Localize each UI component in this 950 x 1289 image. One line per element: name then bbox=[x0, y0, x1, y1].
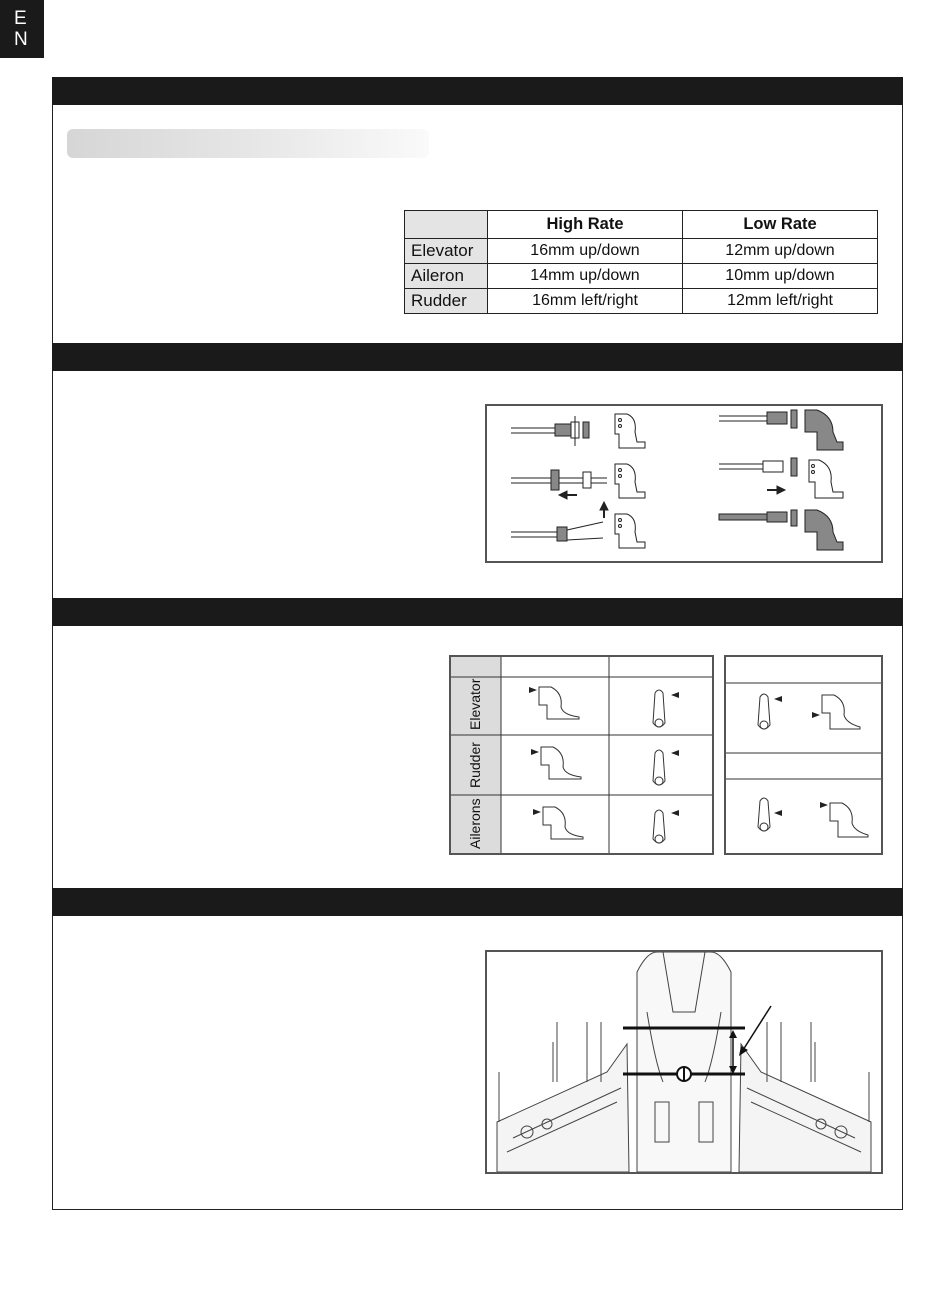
language-tab bbox=[0, 0, 44, 58]
horn-effect-grid bbox=[726, 657, 881, 853]
cell-low bbox=[683, 264, 878, 289]
cell-value: 12 bbox=[727, 292, 745, 309]
cell-value: 10 bbox=[725, 267, 744, 284]
horn-setting-effect-chart bbox=[724, 655, 883, 855]
cell-high bbox=[488, 289, 683, 314]
cell-low bbox=[683, 239, 878, 264]
cell-unit: mm up/down bbox=[548, 267, 640, 284]
cell-value: 12 bbox=[725, 242, 744, 259]
clevis-step-1 bbox=[511, 414, 645, 448]
section-bar-clevis bbox=[52, 343, 903, 371]
center-of-gravity-illustration bbox=[485, 950, 883, 1174]
row-label-rudder: Rudder bbox=[405, 289, 488, 314]
table-row bbox=[405, 264, 878, 289]
table-row bbox=[405, 239, 878, 264]
header-low-rate: Low Rate bbox=[683, 211, 878, 239]
cell-high bbox=[488, 264, 683, 289]
clevis-step-4 bbox=[719, 410, 843, 450]
clevis-step-6 bbox=[719, 510, 843, 550]
control-throw-table bbox=[404, 210, 878, 314]
clevis-step-2 bbox=[511, 464, 645, 499]
cell-value: 14 bbox=[530, 267, 549, 284]
row-label-ailerons: Ailerons bbox=[467, 798, 483, 849]
row-label-aileron: Aileron bbox=[405, 264, 488, 289]
clevis-drawing bbox=[487, 406, 881, 561]
cell-value: 16 bbox=[532, 292, 550, 309]
clevis-step-5 bbox=[719, 458, 843, 498]
row-label-elevator: Elevator bbox=[467, 678, 483, 730]
row-label-rudder: Rudder bbox=[467, 742, 483, 788]
header-high-rate: High Rate bbox=[488, 211, 683, 239]
table-corner-cell bbox=[405, 211, 488, 239]
section-bar-control-throws bbox=[52, 77, 903, 105]
cell-unit: mm up/down bbox=[743, 242, 835, 259]
horn-setting-grid bbox=[451, 657, 712, 853]
cell-unit: mm up/down bbox=[548, 242, 640, 259]
row-label-elevator: Elevator bbox=[405, 239, 488, 264]
section-bar-center-of-gravity bbox=[52, 888, 903, 916]
language-tab-letter-1: E bbox=[14, 8, 27, 29]
subheading-pill bbox=[67, 129, 429, 158]
section-bar-horn-settings bbox=[52, 598, 903, 626]
cell-unit: mm up/down bbox=[743, 267, 835, 284]
language-tab-letter-2: N bbox=[14, 29, 28, 50]
cell-low bbox=[683, 289, 878, 314]
table-header-row bbox=[405, 211, 878, 239]
table-row bbox=[405, 289, 878, 314]
clevis-step-3 bbox=[511, 502, 645, 548]
cell-value: 16 bbox=[530, 242, 549, 259]
cell-unit: mm left/right bbox=[549, 292, 638, 309]
horn-setting-chart bbox=[449, 655, 714, 855]
clevis-illustration bbox=[485, 404, 883, 563]
cell-high bbox=[488, 239, 683, 264]
airframe-drawing bbox=[487, 952, 881, 1172]
cell-unit: mm left/right bbox=[744, 292, 833, 309]
